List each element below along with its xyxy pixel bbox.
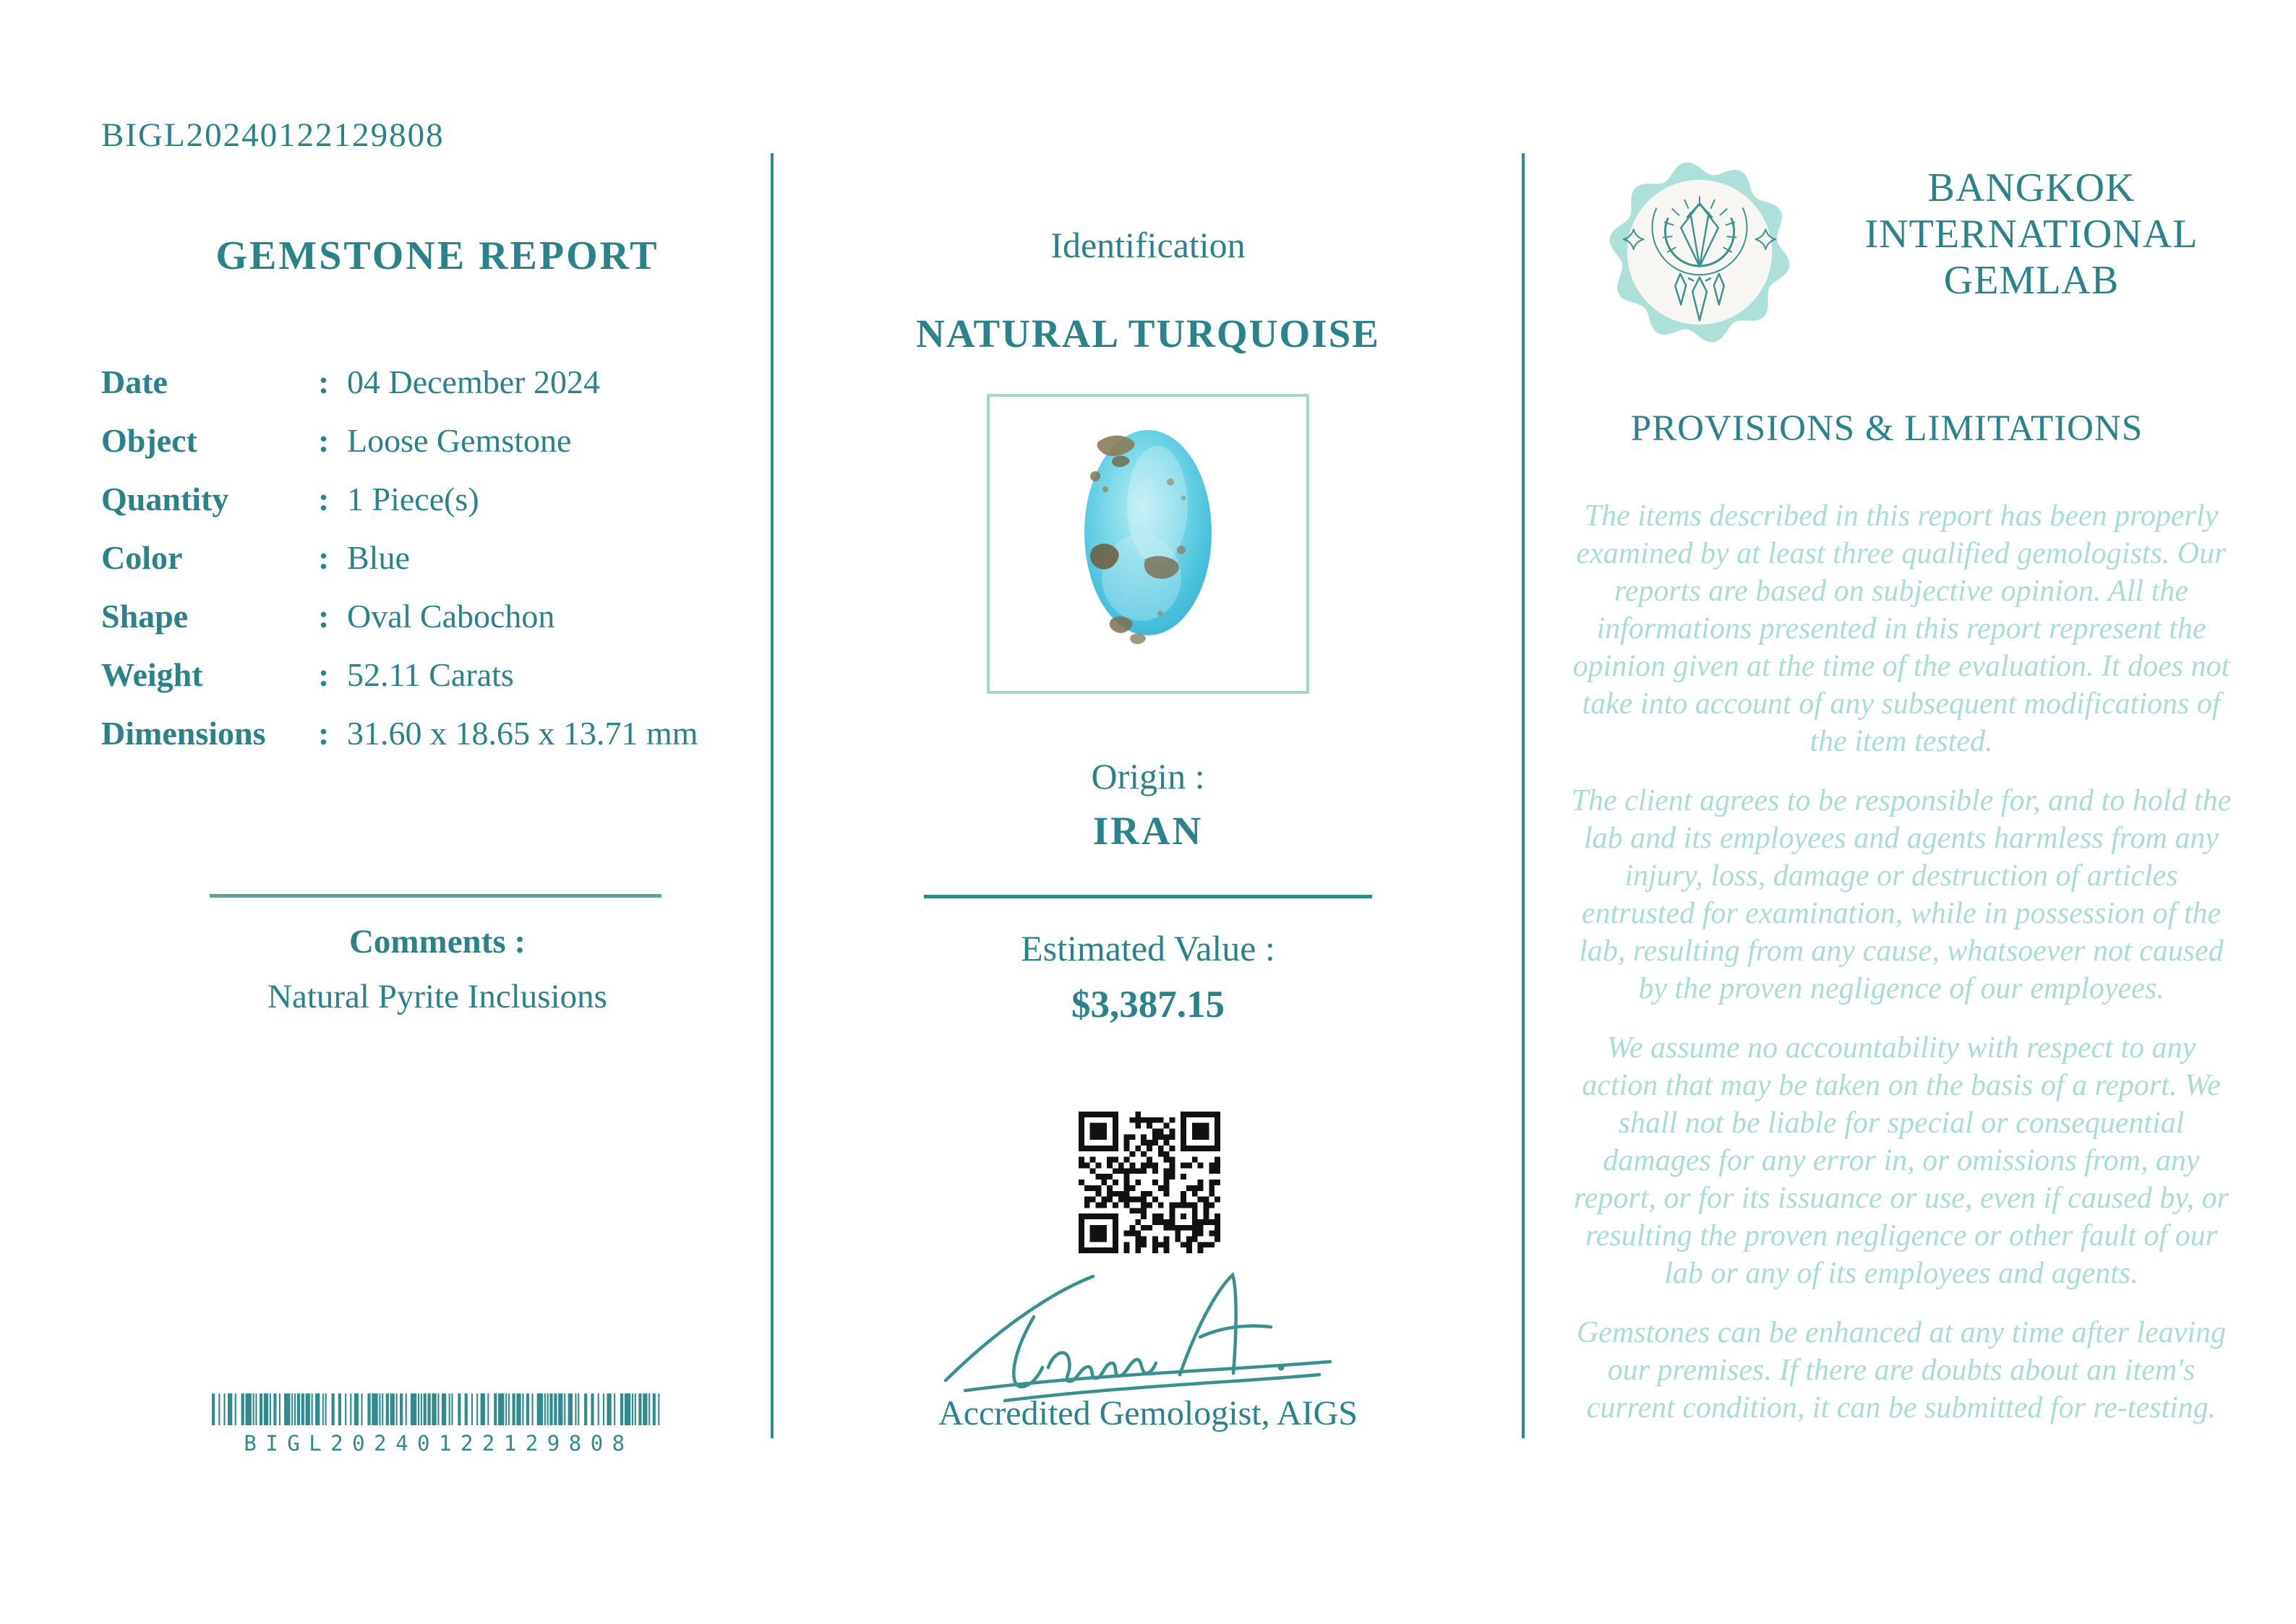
field-colon: : xyxy=(318,715,330,752)
provisions-paragraph: Gemstones can be enhanced at any time after leaving our premises. If there are doubts about an item's current condition, it can be submitted for re-testing. xyxy=(1576,1316,2227,1425)
signature-icon xyxy=(925,1266,1374,1404)
provisions-paragraph: The items described in this report has been properly examined by at least three qualified gemologists. Our reports are based on subjective opinion. All the informations presented in this report represent the opinion given at the time of the evaluation. It does not take into account of any subsequent modifications of the item tested. xyxy=(1572,499,2230,758)
field-label: Object xyxy=(101,422,197,459)
gem-photo-frame xyxy=(987,394,1309,694)
field-value: Blue xyxy=(347,539,410,576)
field-value: Loose Gemstone xyxy=(347,422,572,459)
field-value: 04 December 2024 xyxy=(347,364,600,400)
provisions-text xyxy=(1567,497,2236,1448)
value-divider xyxy=(924,895,1372,898)
field-label: Shape xyxy=(101,598,189,635)
field-label: Date xyxy=(101,364,168,400)
lab-name-line: BANGKOK xyxy=(1927,166,2136,210)
field-colon: : xyxy=(318,539,330,576)
lab-logo xyxy=(1606,159,1793,345)
comments-divider xyxy=(210,894,661,898)
comments-label: Comments : xyxy=(348,923,526,961)
table-row xyxy=(101,704,774,762)
field-value: 1 Piece(s) xyxy=(347,481,479,517)
table-row xyxy=(101,411,774,470)
field-colon: : xyxy=(318,656,330,693)
lab-name xyxy=(1847,165,2216,304)
provisions-paragraph: We assume no accountability with respect to any action that may be taken on the basis of a report. We shall not be liable for special or consequential damages for any error in, or omissions from, any report, or for its issuance or use, even if caused by, or resulting the proven negligence or other fault of our lab or any of its employees and agents. xyxy=(1573,1031,2229,1290)
origin-label: Origin : xyxy=(1091,756,1205,796)
field-label: Dimensions xyxy=(101,715,266,752)
field-label: Color xyxy=(101,539,183,576)
table-row xyxy=(101,470,774,528)
comments-value: Natural Pyrite Inclusions xyxy=(267,978,607,1015)
barcode-label: BIGL20240122129808 xyxy=(244,1431,634,1456)
gemologist-signature xyxy=(925,1266,1374,1404)
field-value: 31.60 x 18.65 x 13.71 mm xyxy=(347,715,698,752)
field-label: Weight xyxy=(101,656,203,693)
estimated-value: $3,387.15 xyxy=(1071,984,1225,1026)
table-row xyxy=(101,353,774,411)
gem-photo xyxy=(990,397,1306,691)
provisions-heading: PROVISIONS & LIMITATIONS xyxy=(1630,408,2143,449)
lab-badge-icon xyxy=(1606,159,1793,345)
table-row xyxy=(101,528,774,587)
table-row xyxy=(101,645,774,704)
identification-heading: Identification xyxy=(1050,225,1246,265)
provisions-paragraph: The client agrees to be responsible for, and to hold the lab and its employees and agents harmless from any injury, loss, damage or destruction of articles entrusted for examination, while in possession of the lab, resulting from any cause, whatsoever not caused by the proven negligence of our employees. xyxy=(1571,784,2232,1005)
page-title: GEMSTONE REPORT xyxy=(215,233,659,278)
lab-name-line: GEMLAB xyxy=(1943,258,2120,303)
estimated-value-label: Estimated Value : xyxy=(1021,928,1275,968)
report-number: BIGL20240122129808 xyxy=(101,116,445,154)
detail-table xyxy=(101,353,774,762)
barcode xyxy=(212,1393,666,1456)
barcode-bars xyxy=(212,1393,666,1425)
qr-code xyxy=(1079,1112,1220,1253)
field-value: Oval Cabochon xyxy=(347,598,555,635)
stone-name: NATURAL TURQUOISE xyxy=(916,312,1380,356)
field-colon: : xyxy=(318,598,330,635)
field-colon: : xyxy=(318,422,330,459)
lab-name-line: INTERNATIONAL xyxy=(1864,212,2198,257)
field-colon: : xyxy=(318,481,330,517)
table-row xyxy=(101,587,774,645)
origin-value: IRAN xyxy=(1092,809,1204,853)
signatory-title: Accredited Gemologist, AIGS xyxy=(938,1394,1358,1432)
qr-code-graphic xyxy=(1079,1112,1220,1253)
field-label: Quantity xyxy=(101,481,229,517)
field-value: 52.11 Carats xyxy=(347,656,514,693)
field-colon: : xyxy=(318,364,330,400)
